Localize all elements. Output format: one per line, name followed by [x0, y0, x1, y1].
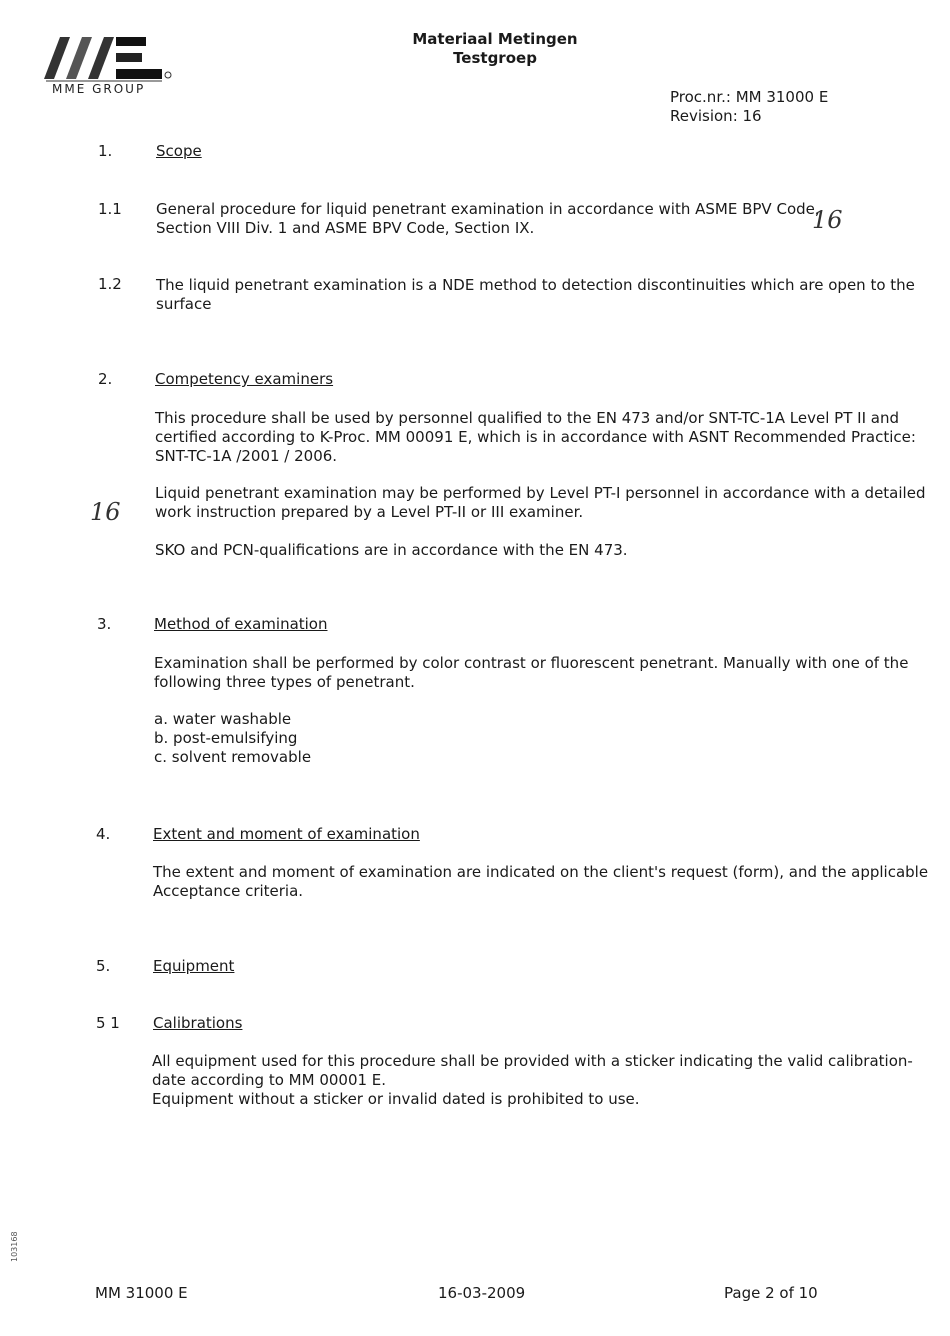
section-2-paragraph-3: SKO and PCN-qualifications are in accordance with the EN 473. — [155, 541, 628, 559]
company-line2: Testgroep — [453, 49, 537, 67]
side-code: 103168 — [10, 1231, 19, 1262]
list-item: b. post-emulsifying — [154, 729, 298, 747]
text-line: surface — [156, 295, 212, 313]
text-line: The liquid penetrant examination is a NDE method to detection discontinuities which are open to the — [156, 276, 915, 294]
revision: Revision: 16 — [670, 107, 762, 125]
proc-info — [670, 88, 828, 126]
revision-mark: 16 — [812, 206, 843, 234]
section-2-paragraph-1 — [155, 409, 916, 466]
text-line: The extent and moment of examination are indicated on the client's request (form), and the applicable — [153, 863, 929, 881]
text-line: This procedure shall be used by personnel qualified to the EN 473 and/or SNT-TC-1A Level PT II and — [155, 409, 899, 427]
section-3-title: Method of examination — [154, 615, 328, 633]
text-line: certified according to K-Proc. MM 00091 E, which is in accordance with ASNT Recommended Practice: — [155, 428, 916, 446]
section-3-number: 3. — [97, 615, 112, 633]
section-5-1-text — [152, 1052, 913, 1109]
section-2-paragraph-2 — [155, 484, 925, 522]
penetrant-types-list — [154, 710, 311, 767]
section-5-1-number: 5 1 — [96, 1014, 120, 1032]
list-item: c. solvent removable — [154, 748, 312, 766]
proc-number: Proc.nr.: MM 31000 E — [670, 88, 829, 106]
text-line: Section VIII Div. 1 and ASME BPV Code, Section IX. — [156, 219, 535, 237]
text-line: Acceptance criteria. — [153, 882, 304, 900]
text-line: Liquid penetrant examination may be performed by Level PT-I personnel in accordance with a detailed — [155, 484, 926, 502]
section-1-1-number: 1.1 — [98, 200, 122, 218]
section-4-paragraph — [153, 863, 928, 901]
section-4-title: Extent and moment of examination — [153, 825, 420, 843]
text-line: General procedure for liquid penetrant examination in accordance with ASME BPV Code, — [156, 200, 820, 218]
section-5-title: Equipment — [153, 957, 235, 975]
section-1-1-text — [156, 200, 820, 238]
section-5-1-title: Calibrations — [153, 1014, 243, 1032]
footer-doc: MM 31000 E — [95, 1284, 188, 1302]
list-item: a. water washable — [154, 710, 292, 728]
revision-mark: 16 — [90, 498, 121, 526]
section-3-paragraph — [154, 654, 908, 692]
company-heading — [370, 30, 620, 68]
text-line: SNT-TC-1A /2001 / 2006. — [155, 447, 338, 465]
logo-text: MME GROUP — [52, 82, 146, 96]
text-line: following three types of penetrant. — [154, 673, 415, 691]
section-4-number: 4. — [96, 825, 111, 843]
section-5-number: 5. — [96, 957, 111, 975]
text-line: Examination shall be performed by color contrast or fluorescent penetrant. Manually with one of the — [154, 654, 909, 672]
company-line1: Materiaal Metingen — [412, 30, 578, 48]
footer-page: Page 2 of 10 — [724, 1284, 818, 1302]
text-line: All equipment used for this procedure shall be provided with a sticker indicating the valid calibration- — [152, 1052, 913, 1070]
section-2-number: 2. — [98, 370, 113, 388]
section-1-2-text — [156, 276, 915, 314]
text-line: date according to MM 00001 E. — [152, 1071, 387, 1089]
footer-date: 16-03-2009 — [438, 1284, 526, 1302]
text-line: work instruction prepared by a Level PT-II or III examiner. — [155, 503, 584, 521]
section-1-number: 1. — [98, 142, 113, 160]
section-1-title: Scope — [156, 142, 202, 160]
text-line: Equipment without a sticker or invalid dated is prohibited to use. — [152, 1090, 640, 1108]
section-2-title: Competency examiners — [155, 370, 334, 388]
section-1-2-number: 1.2 — [98, 275, 122, 293]
